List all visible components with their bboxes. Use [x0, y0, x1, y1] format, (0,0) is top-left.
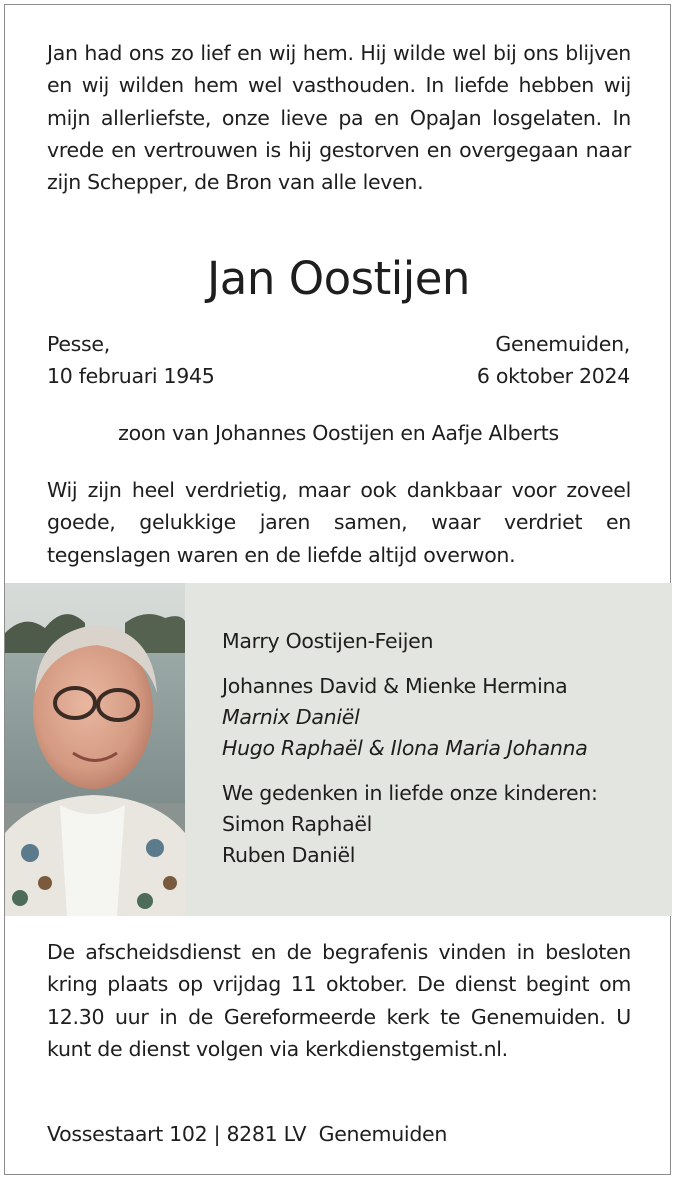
service-text: De afscheidsdienst en de begrafenis vinden in besloten kring plaats op vrijdag 11 oktober. De dienst begint om 12.30 uur in de Gereformeerde kerk te Genemuiden. U kunt de dienst volgen via kerkdienstgemist.nl.	[47, 940, 631, 1061]
death-info	[477, 328, 630, 393]
family-list	[222, 626, 642, 871]
spacer	[222, 764, 642, 778]
late-child-name: Simon Raphaël	[222, 812, 373, 836]
reflection-text: Wij zijn heel verdrietig, maar ook dankbaar voor zoveel goede, gelukkige jaren samen, waar verdriet en tegenslagen waren en de liefde altijd overwon.	[47, 478, 631, 567]
birth-info	[47, 328, 214, 393]
parents-line: zoon van Johannes Oostijen en Aafje Alberts	[118, 421, 559, 445]
spacer	[222, 657, 642, 671]
grandchild-name: Hugo Raphaël & Ilona Maria Johanna	[222, 736, 588, 760]
intro-text: Jan had ons zo lief en wij hem. Hij wilde wel bij ons blijven en wij wilden hem wel vasthouden. In liefde hebben wij mijn allerliefste, onze lieve pa en OpaJan losgelaten. In vrede en vertrouwen is hij gestorven en overgegaan naar zijn Schepper, de Bron van alle leven.	[47, 41, 631, 195]
remembrance-line: We gedenken in liefde onze kinderen:	[222, 781, 598, 805]
late-child-name: Ruben Daniël	[222, 843, 356, 867]
child-names: Johannes David & Mienke Hermina	[222, 674, 568, 698]
portrait-photo	[5, 583, 185, 916]
spouse-name: Marry Oostijen-Feijen	[222, 629, 434, 653]
birth-date: 10 februari 1945	[47, 364, 215, 389]
death-date: 6 oktober 2024	[476, 364, 630, 389]
address-line: Vossestaart 102 | 8281 LV Genemuiden	[47, 1122, 448, 1146]
grandchild-name: Marnix Daniël	[222, 705, 360, 729]
birth-place: Pesse,	[47, 332, 110, 356]
death-place: Genemuiden,	[495, 332, 630, 356]
deceased-name: Jan Oostijen	[207, 252, 470, 305]
